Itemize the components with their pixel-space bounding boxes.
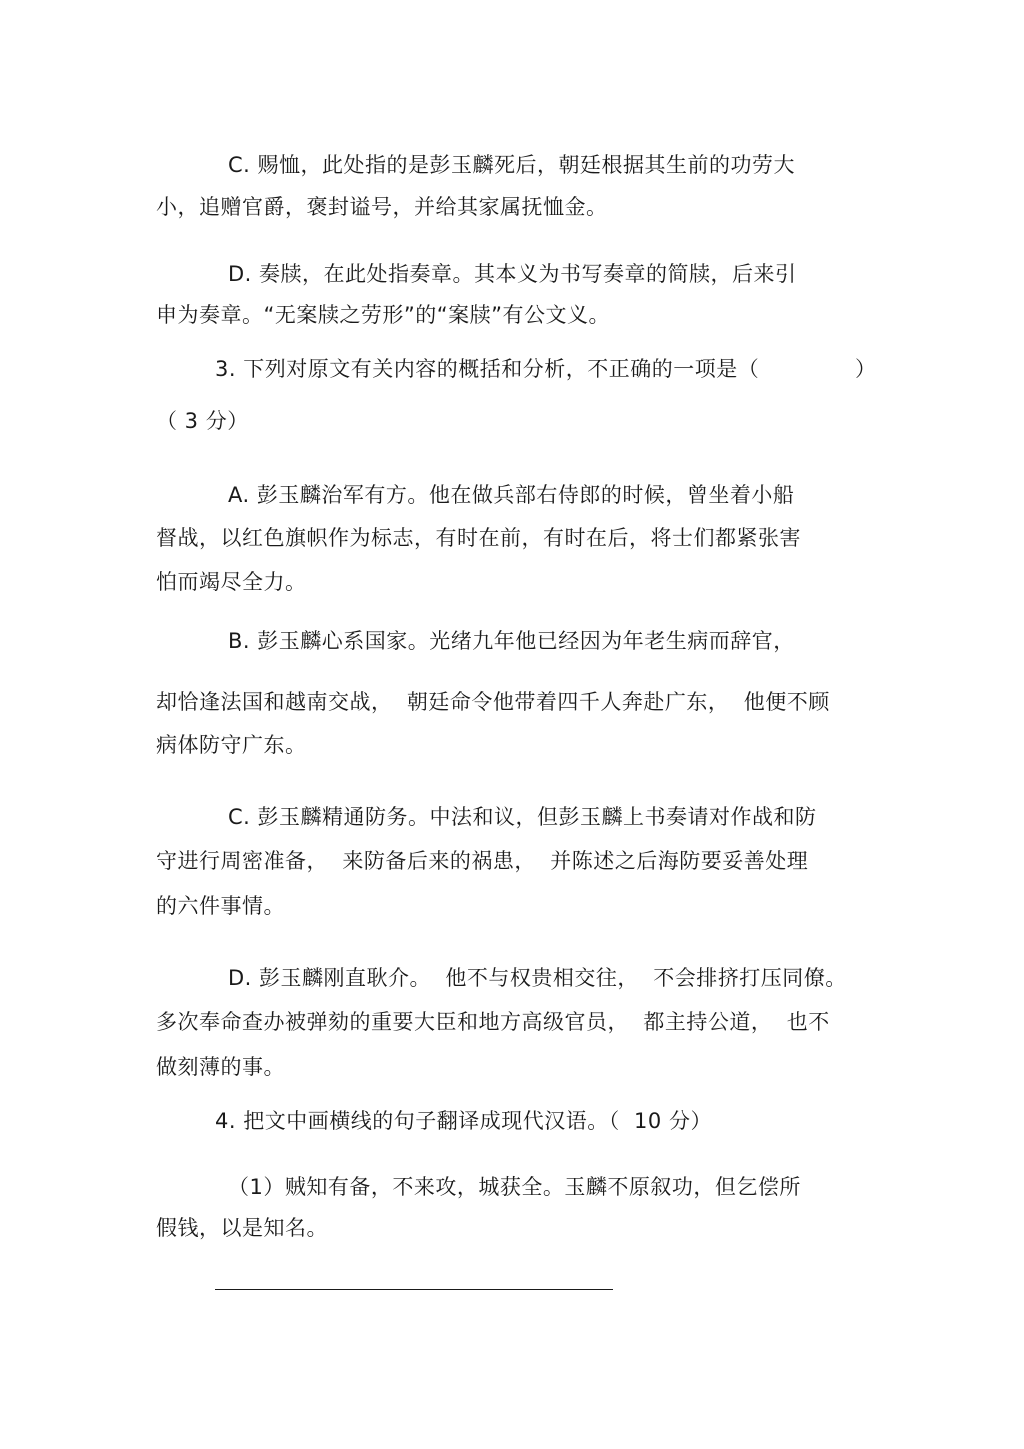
option-c-prev-line2: 小，追赠官爵，褒封谥号，并给其家属抚恤金。 <box>156 195 608 219</box>
question-3-option-c-line1: C. 彭玉麟精通防务。中法和议，但彭玉麟上书奏请对作战和防 <box>228 805 817 829</box>
question-3-option-d-line2: 多次奉命查办被弹劾的重要大臣和地方高级官员， 都主持公道， 也不 <box>156 1010 830 1034</box>
option-d-prev-line1: D. 奏牍，在此处指奏章。其本义为书写奏章的简牍，后来引 <box>228 262 797 286</box>
option-d-prev-line2: 申为奏章。“无案牍之劳形”的“案牍”有公文义。 <box>156 303 611 327</box>
question-3-option-a-line2: 督战，以红色旗帜作为标志，有时在前，有时在后，将士们都紧张害 <box>156 526 801 550</box>
question-3-score: （ 3 分） <box>156 409 249 433</box>
question-3-bracket-close: ） <box>855 357 877 381</box>
question-3-option-c-line2: 守进行周密准备， 来防备后来的祸患， 并陈述之后海防要妥善处理 <box>156 849 809 873</box>
question-3-stem: 3. 下列对原文有关内容的概括和分析，不正确的一项是（ <box>215 357 760 381</box>
question-3-option-b-line2: 却恰逢法国和越南交战， 朝廷命令他带着四千人奔赴广东， 他便不顾 <box>156 690 830 714</box>
question-3-option-d-line1: D. 彭玉麟刚直耿介。 他不与权贵相交往， 不会排挤打压同僚。 <box>228 966 847 990</box>
question-3-option-c-line3: 的六件事情。 <box>156 894 285 918</box>
option-c-prev-line1: C. 赐恤，此处指的是彭玉麟死后，朝廷根据其生前的功劳大 <box>228 153 796 177</box>
question-4-stem: 4. 把文中画横线的句子翻译成现代汉语。（ 10 分） <box>215 1109 712 1133</box>
question-4-item1-line1: （1）贼知有备，不来攻，城获全。玉麟不原叙功，但乞偿所 <box>228 1175 801 1199</box>
question-3-option-a-line3: 怕而竭尽全力。 <box>156 570 307 594</box>
question-3-option-d-line3: 做刻薄的事。 <box>156 1055 285 1079</box>
question-3-option-b-line1: B. 彭玉麟心系国家。光绪九年他已经因为年老生病而辞官， <box>228 629 795 653</box>
answer-blank-line <box>215 1289 613 1290</box>
question-3-option-a-line1: A. 彭玉麟治军有方。他在做兵部右侍郎的时候，曾坐着小船 <box>228 483 795 507</box>
question-4-item1-line2: 假钱，以是知名。 <box>156 1216 328 1240</box>
question-3-option-b-line3: 病体防守广东。 <box>156 733 307 757</box>
